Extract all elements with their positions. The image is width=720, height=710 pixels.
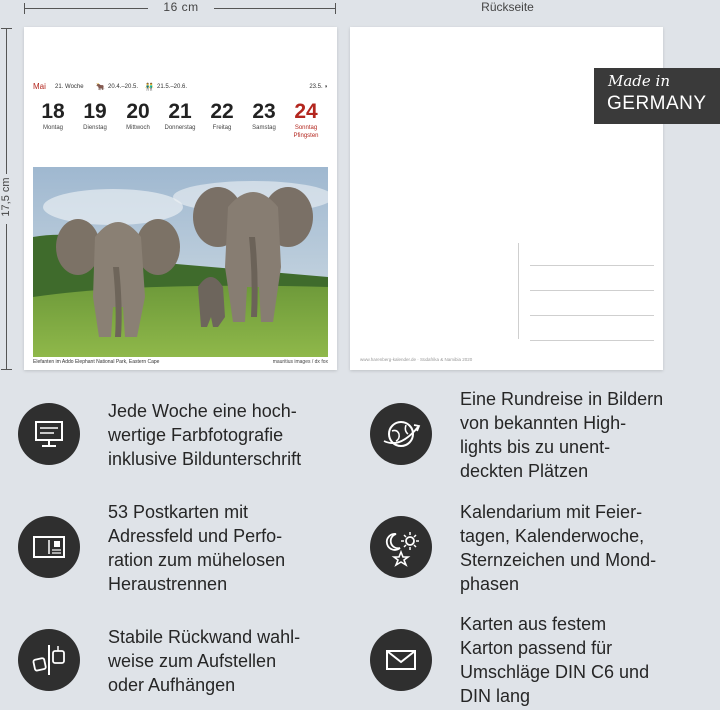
stand-hang-icon xyxy=(18,629,80,691)
day-cell: 22 Freitag xyxy=(210,100,234,131)
twins-icon: 👬 xyxy=(145,84,154,91)
address-line xyxy=(530,265,654,266)
day-cell: 18 Montag xyxy=(41,100,65,131)
width-label: 16 cm xyxy=(163,0,199,14)
feature-text: Stabile Rückwand wahl- weise zum Aufstellen oder Aufhängen xyxy=(108,627,301,695)
feature-text: 53 Postkarten mit Adressfeld und Perfo- ration zum mühelosen Heraustrennen xyxy=(108,502,286,594)
globe-icon xyxy=(370,403,432,465)
photo-credit: mauritius images / dx fox xyxy=(272,359,328,365)
moon-phase: 23.5. ◗ xyxy=(309,84,328,90)
feature-text: Jede Woche eine hoch- wertige Farbfotografie inklusive Bildunterschrift xyxy=(108,401,302,469)
moon-sun-star-icon xyxy=(370,516,432,578)
day-cell-holiday: 24 Sonntag Pfingsten xyxy=(293,100,319,139)
envelope-icon xyxy=(370,629,432,691)
height-dimension xyxy=(0,28,14,370)
width-dimension xyxy=(24,0,336,14)
day-row xyxy=(33,100,328,150)
address-line xyxy=(530,290,654,291)
address-line xyxy=(530,340,654,341)
postcard-icon xyxy=(18,516,80,578)
week-label: 21. Woche xyxy=(55,84,84,90)
zodiac1-range: 20.4.–20.5. xyxy=(108,84,139,90)
feature-text: Kalendarium mit Feier- tagen, Kalenderwoche, Sternzeichen und Mond- phasen xyxy=(460,502,657,594)
made-in-germany-badge: Made in GERMANY xyxy=(594,68,720,124)
height-label: 17,5 cm xyxy=(0,177,12,217)
calendar-front-card xyxy=(24,27,337,370)
address-line xyxy=(530,315,654,316)
back-footer: www.harenberg-kalender.de · Südafrika & Namibia 2020 xyxy=(360,357,473,362)
back-side-label: Rückseite xyxy=(481,0,534,14)
address-divider xyxy=(518,243,519,339)
photo-caption: Elefanten im Addo Elephant National Park, Eastern Cape xyxy=(33,359,160,365)
feature-text: Karten aus festem Karton passend für Umschläge DIN C6 und DIN lang xyxy=(460,614,650,706)
day-cell: 23 Samstag xyxy=(252,100,276,131)
half-moon-icon: ◗ xyxy=(324,84,328,90)
month-label: Mai xyxy=(33,82,46,91)
zodiac2-range: 21.5.–20.6. xyxy=(157,84,188,90)
feature-text: Eine Rundreise in Bildern von bekannten High- lights bis zu unent- deckten Plätzen xyxy=(460,389,664,481)
day-cell: 20 Mittwoch xyxy=(126,100,150,131)
bull-icon: 🐂 xyxy=(96,84,105,91)
day-cell: 21 Donnerstag xyxy=(164,100,196,131)
elephant-photo xyxy=(33,167,328,357)
monitor-icon xyxy=(18,403,80,465)
calendar-header xyxy=(33,83,328,93)
day-cell: 19 Dienstag xyxy=(83,100,107,131)
